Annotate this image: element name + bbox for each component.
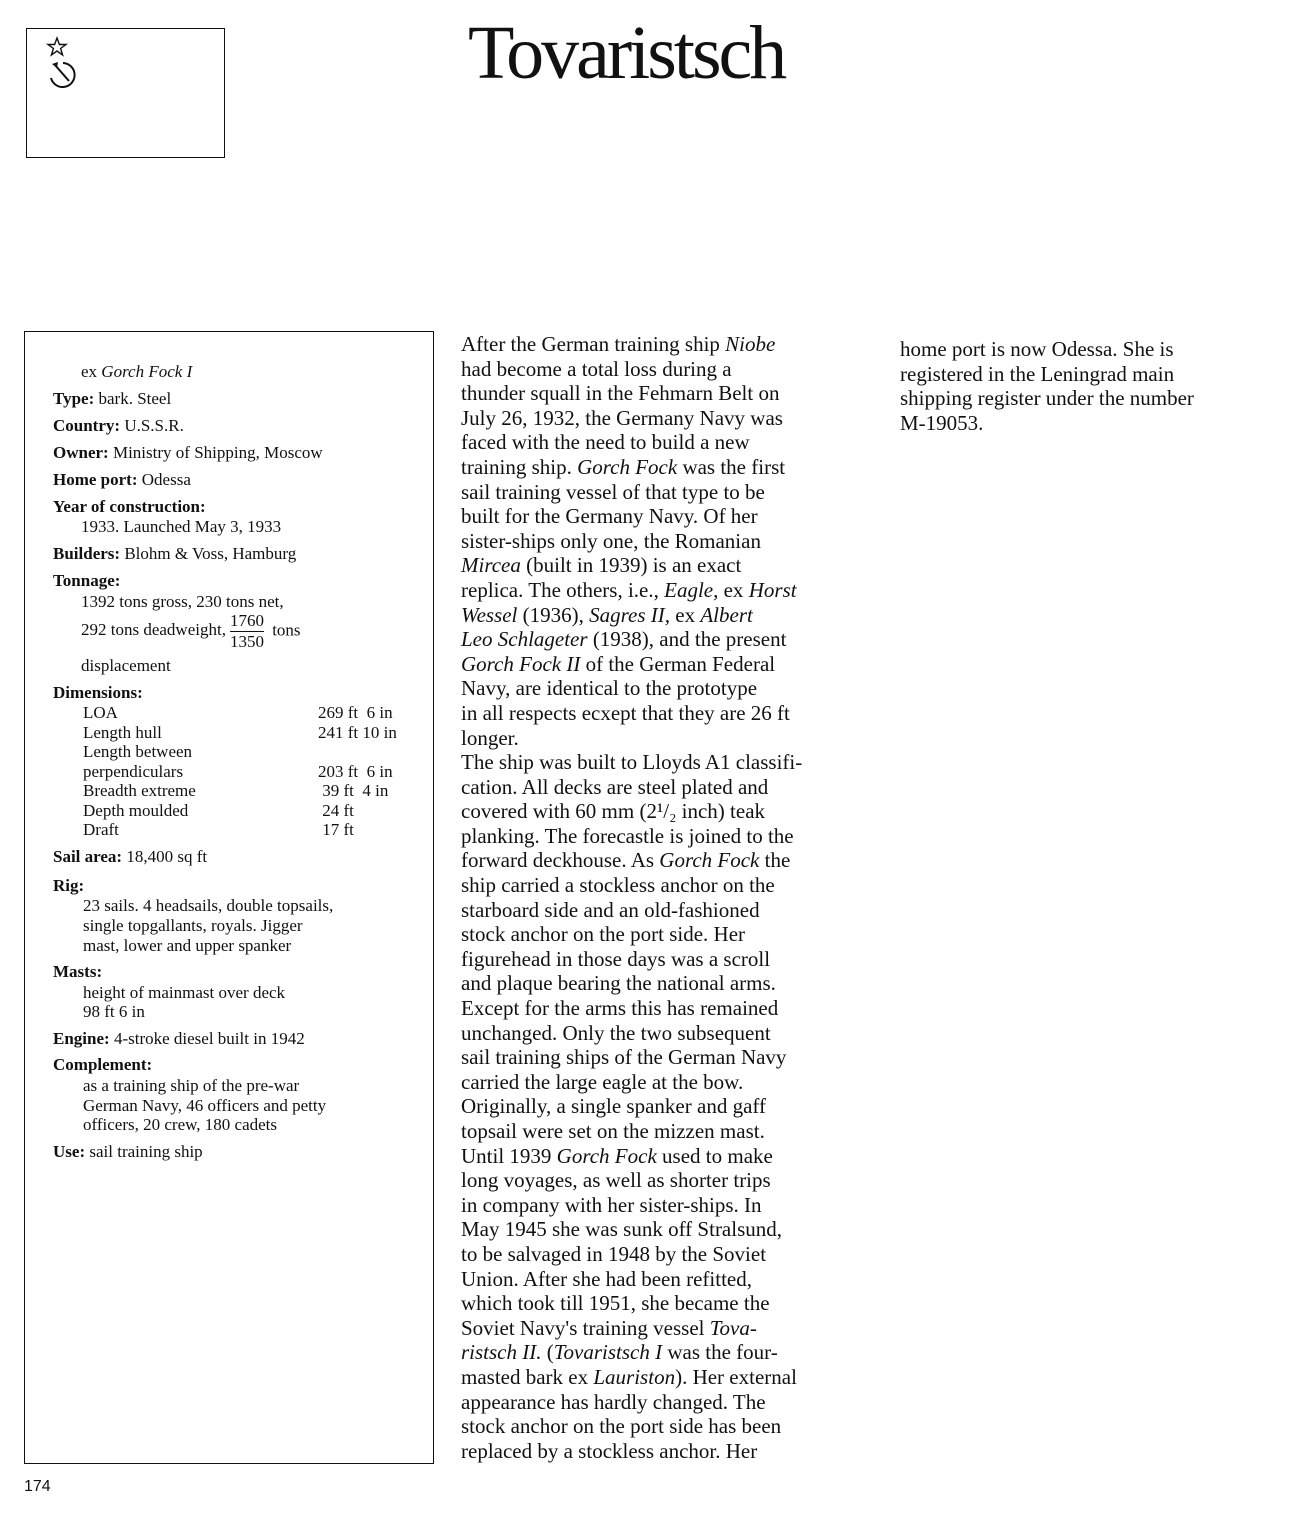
text-run: covered with 60 mm (2¹/₂ inch) teak [461,799,766,824]
italic-text: Sagres II, [589,602,671,627]
text-run: appearance has hardly changed. The [461,1389,766,1414]
text-line [461,1094,871,1119]
text-run: (1936), [517,602,590,627]
tonnage-label: Tonnage: [53,571,121,590]
star-hammer-sickle-icon [35,35,79,89]
italic-text: Eagle, [664,577,719,602]
rig-line-3: mast, lower and upper spanker [83,936,292,955]
text-run: home port is now Odessa. She is [900,337,1174,361]
text-line [461,824,871,849]
text-run: July 26, 1932, the Germany Navy was [461,405,783,430]
text-line [461,1045,871,1070]
page-number: 174 [24,1478,51,1495]
italic-text: Lauriston [593,1364,676,1389]
text-run: (built in 1939) is an exact [520,553,742,578]
text-run: registered in the Leningrad main [900,361,1175,386]
complement-line-2: German Navy, 46 officers and petty [83,1096,327,1115]
complement-line-1: as a training ship of the pre-war [83,1076,300,1095]
text-run: in company with her sister-ships. In [461,1192,762,1217]
text-run: in all respects ecxept that they are 26 ft [461,700,790,725]
text-run: Except for the arms this has remained [461,996,779,1021]
text-line [461,357,871,382]
italic-text: Horst [748,577,797,602]
dimension-row: Draft 17 ft [83,820,354,839]
text-line [461,627,871,652]
text-run: Originally, a single spanker and gaff [461,1094,766,1119]
text-run: ex [670,602,701,627]
tonnage-line-1: 1392 tons gross, 230 tons net, [81,592,284,611]
text-run: starboard side and an old-fashioned [461,897,760,922]
text-line [461,529,871,554]
body-text-column-2 [900,337,1280,435]
text-run: stock anchor on the port side has been [461,1414,782,1439]
italic-text: Tovaristsch I [553,1340,663,1365]
text-run: ). Her external [675,1364,797,1389]
year-label: Year of construction: [53,497,206,516]
text-run: After the German training ship [461,332,726,356]
text-run: The ship was built to Lloyds A1 classifi- [461,750,803,775]
text-line [461,1070,871,1095]
text-line [461,1390,871,1415]
text-run: the [759,848,791,873]
dimension-row: LOA 269 ft 6 in [83,703,393,722]
homeport-line: Home port: Odessa [53,470,191,489]
text-line [461,332,871,357]
italic-text: Tova- [709,1315,757,1340]
text-run: used to make [656,1143,773,1168]
text-line [461,1414,871,1439]
italic-text: Leo Schlageter [461,627,588,652]
text-run: topsail were set on the mizzen mast. [461,1119,765,1143]
text-run: and plaque bearing the national arms. [461,971,776,996]
text-line [461,381,871,406]
dimension-row: Length hull 241 ft 10 in [83,722,397,742]
text-run: Navy, are identical to the prototype [461,676,758,701]
text-run: sister-ships only one, the Romanian [461,528,761,553]
text-run: replica. The others, i.e., [461,577,665,602]
text-line [461,799,871,824]
body-text-column-1 [461,332,871,1463]
text-run: Union. After she had been refitted, [461,1266,752,1291]
year-value: 1933. Launched May 3, 1933 [81,517,282,536]
italic-text: ristsch II. [461,1340,542,1365]
italic-text: Albert [700,602,753,627]
dimensions-label: Dimensions: [53,683,143,702]
text-line [461,455,871,480]
text-line [461,1242,871,1267]
page-title: Tovaristsch [468,11,785,95]
complement-label: Complement: [53,1055,153,1074]
country-line: Country: U.S.S.R. [53,416,184,435]
text-run: figurehead in those days was a scroll [461,946,771,971]
text-run: training ship. [461,454,578,479]
tonnage-line-2: 292 tons deadweight, $\frac{1760}{1350}$ tons [81,611,301,651]
italic-text: Mircea [461,553,521,578]
tonnage-line-3: displacement [81,656,171,675]
text-run: was the four- [662,1340,778,1365]
specifications-box [24,331,434,1464]
text-line [461,750,871,775]
text-line [461,603,871,628]
rig-label: Rig: [53,876,85,895]
text-run: longer. [461,725,519,750]
italic-text: Gorch Fock [659,848,760,873]
italic-text: Gorch Fock [556,1143,657,1168]
text-run: shipping register under the number [900,386,1194,411]
text-run: M-19053. [900,410,984,435]
text-run: sail training ships of the German Navy [461,1045,787,1070]
text-line [461,726,871,751]
text-run: planking. The forecastle is joined to the [461,823,794,848]
text-run: of the German Federal [580,651,776,676]
use-line: Use: sail training ship [53,1142,203,1161]
text-line [900,386,1280,411]
text-line [461,898,871,923]
text-line [461,1340,871,1365]
text-line [461,701,871,726]
text-line [900,362,1280,387]
masts-label: Masts: [53,962,103,981]
text-line [461,553,871,578]
rig-line-1: 23 sails. 4 headsails, double topsails, [83,896,334,915]
text-line [461,406,871,431]
text-line [900,337,1280,362]
text-line [461,1144,871,1169]
dimensions-table [83,703,413,840]
text-run: was the first [677,454,786,479]
text-line [461,676,871,701]
text-line [461,1021,871,1046]
text-run: had become a total loss during a [461,356,732,381]
text-line [461,873,871,898]
dimension-row: Depth moulded 24 ft [83,800,354,820]
italic-text: Wessel [461,602,518,627]
text-run: long voyages, as well as shorter trips [461,1168,771,1193]
text-run: faced with the need to build a new [461,430,750,455]
dimension-row: Length between [83,742,193,761]
text-run: ex [718,577,749,602]
text-line [461,1168,871,1193]
text-run: Until 1939 [461,1143,557,1168]
text-line [461,1365,871,1390]
ex-name-line: ex Gorch Fock I [81,362,193,381]
displacement-fraction: $\frac{1760}{1350}$ [229,611,264,651]
text-line [461,996,871,1021]
dimension-row: Breadth extreme 39 ft 4 in [83,781,389,800]
text-run: carried the large eagle at the bow. [461,1069,744,1094]
text-line [461,1217,871,1242]
text-run: replaced by a stockless anchor. Her [461,1438,758,1463]
text-run: (1938), and the present [587,627,787,652]
text-run: which took till 1951, she became the [461,1291,770,1316]
builders-line: Builders: Blohm & Voss, Hamburg [53,544,297,563]
text-run: masted bark ex [461,1364,594,1389]
text-line [461,775,871,800]
italic-text: Gorch Fock [577,454,678,479]
italic-text: Gorch Fock II [461,651,581,676]
complement-line-3: officers, 20 crew, 180 cadets [83,1115,278,1134]
text-line [900,411,1280,436]
text-line [461,922,871,947]
text-line [461,947,871,972]
text-run: stock anchor on the port side. Her [461,922,746,947]
text-line [461,1119,871,1144]
owner-line: Owner: Ministry of Shipping, Moscow [53,443,323,462]
text-run: May 1945 she was sunk off Stralsund, [461,1217,783,1242]
text-line [461,578,871,603]
engine-line: Engine: 4-stroke diesel built in 1942 [53,1029,305,1048]
text-run: ( [541,1340,554,1365]
text-run: sail training vessel of that type to be [461,479,765,504]
text-line [461,971,871,996]
text-line [461,504,871,529]
text-run: thunder squall in the Fehmarn Belt on [461,381,780,406]
text-run: Soviet Navy's training vessel [461,1315,710,1340]
text-line [461,430,871,455]
text-run: to be salvaged in 1948 by the Soviet [461,1241,767,1266]
ussr-flag [26,28,225,158]
text-line [461,652,871,677]
rig-line-2: single topgallants, royals. Jigger [83,916,303,935]
text-run: built for the Germany Navy. Of her [461,504,758,529]
text-line [461,480,871,505]
text-run: forward deckhouse. As [461,848,660,873]
text-line [461,1439,871,1464]
type-line: Type: bark. Steel [53,389,172,408]
dimension-row: perpendiculars 203 ft 6 in [83,761,393,781]
text-line [461,1316,871,1341]
masts-line-1: height of mainmast over deck [83,983,286,1002]
text-line [461,1267,871,1292]
italic-text: Niobe [725,332,776,356]
masts-line-2: 98 ft 6 in [83,1002,145,1021]
sailarea-line: Sail area: 18,400 sq ft [53,847,208,866]
text-line [461,1193,871,1218]
text-line [461,1291,871,1316]
text-run: cation. All decks are steel plated and [461,774,769,799]
text-line [461,848,871,873]
ex-ship-name: Gorch Fock I [101,362,193,381]
text-run: ship carried a stockless anchor on the [461,873,775,898]
text-run: unchanged. Only the two subsequent [461,1020,771,1045]
